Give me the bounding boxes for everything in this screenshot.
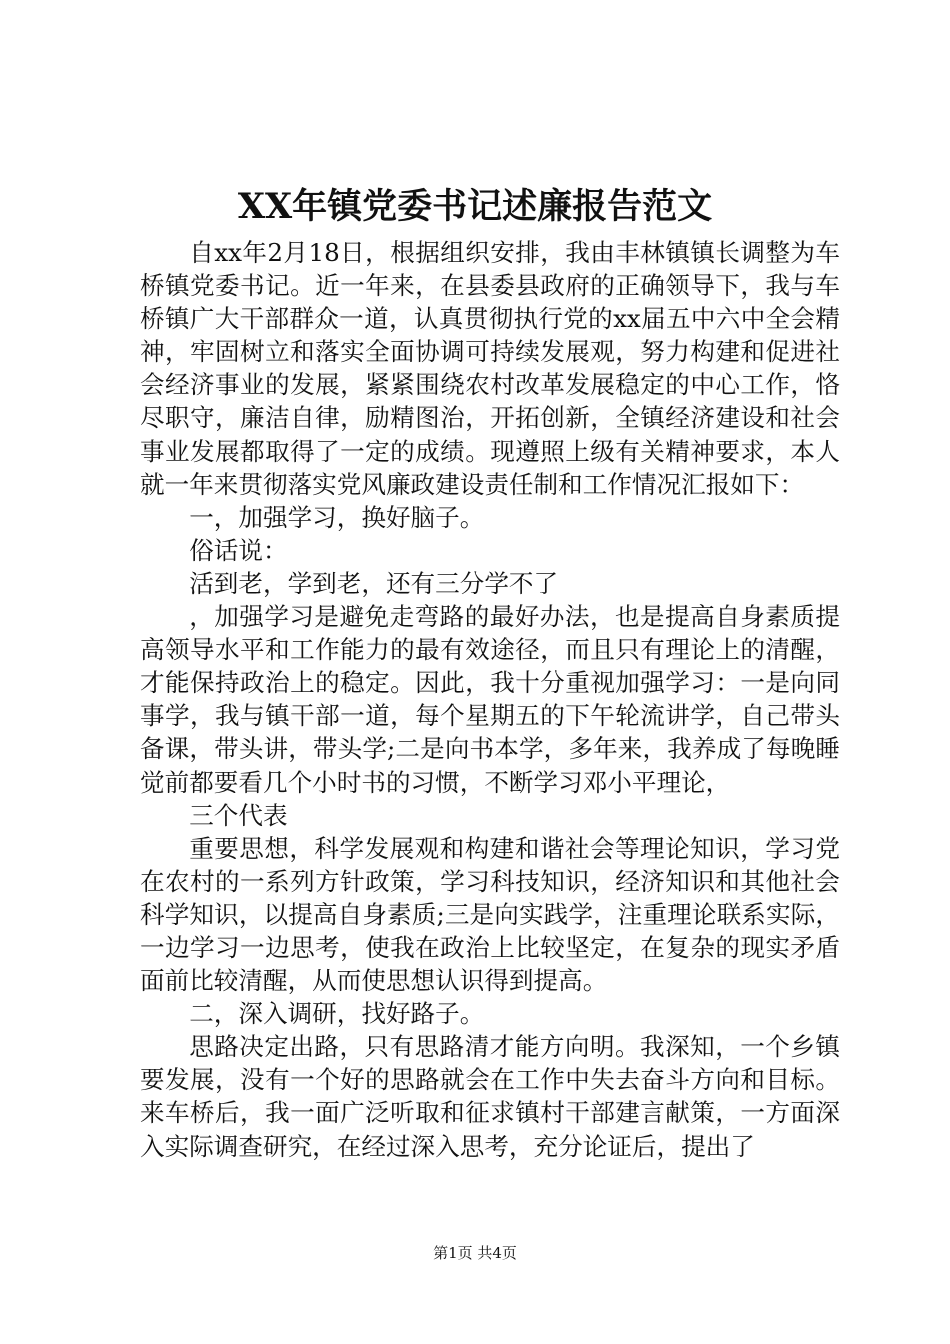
document-title: XX年镇党委书记述廉报告范文: [237, 186, 713, 227]
document-body: [140, 236, 840, 1163]
paragraph-theory-study: 重要思想，科学发展观和构建和谐社会等理论知识，学习党在农村的一系列方针政策，学习科技知识，经济知识和其他社会科学知识，以提高自身素质;三是向实践学，注重理论联系实际，一边学习一边思考，使我在政治上比较坚定，在复杂的现实矛盾面前比较清醒，从而使思想认识得到提高。: [140, 833, 840, 996]
section-heading-research: 二，深入调研，找好路子。: [189, 999, 485, 1029]
paragraph-saying: 活到老，学到老，还有三分学不了: [189, 568, 559, 598]
paragraph-three-represents: 三个代表: [189, 800, 288, 830]
paragraph-intro: 自xx年2月18日，根据组织安排，我由丰林镇镇长调整为车桥镇党委书记。近一年来，在县委县政府的正确领导下，我与车桥镇广大干部群众一道，认真贯彻执行党的xx届五中六中全会精神，牢固树立和落实全面协调可持续发展观，努力构建和促进社会经济事业的发展，紧紧围绕农村改革发展稳定的中心工作，恪尽职守，廉洁自律，励精图治，开拓创新，全镇经济建设和社会事业发展都取得了一定的成绩。现遵照上级有关精神要求，本人就一年来贯彻落实党风廉政建设责任制和工作情况汇报如下：: [140, 238, 840, 499]
paragraph-research: 思路决定出路，只有思路清才能方向明。我深知，一个乡镇要发展，没有一个好的思路就会在工作中失去奋斗方向和目标。来车桥后，我一面广泛听取和征求镇村干部建言献策，一方面深入实际调查研究，在经过深入思考，充分论证后，提出了: [140, 1032, 840, 1161]
section-heading-study: 一，加强学习，换好脑子。: [189, 502, 485, 532]
paragraph-saying-intro: 俗话说：: [189, 535, 288, 565]
paragraph-study-methods: ，加强学习是避免走弯路的最好办法，也是提高自身素质提高领导水平和工作能力的最有效途径，而且只有理论上的清醒，才能保持政治上的稳定。因此，我十分重视加强学习：一是向同事学，我与镇干部一道，每个星期五的下午轮流讲学，自己带头备课，带头讲，带头学;二是向书本学，多年来，我养成了每晚睡觉前都要看几个小时书的习惯，不断学习邓小平理论，: [140, 602, 840, 797]
page-footer: 第1页 共4页: [433, 1244, 517, 1262]
